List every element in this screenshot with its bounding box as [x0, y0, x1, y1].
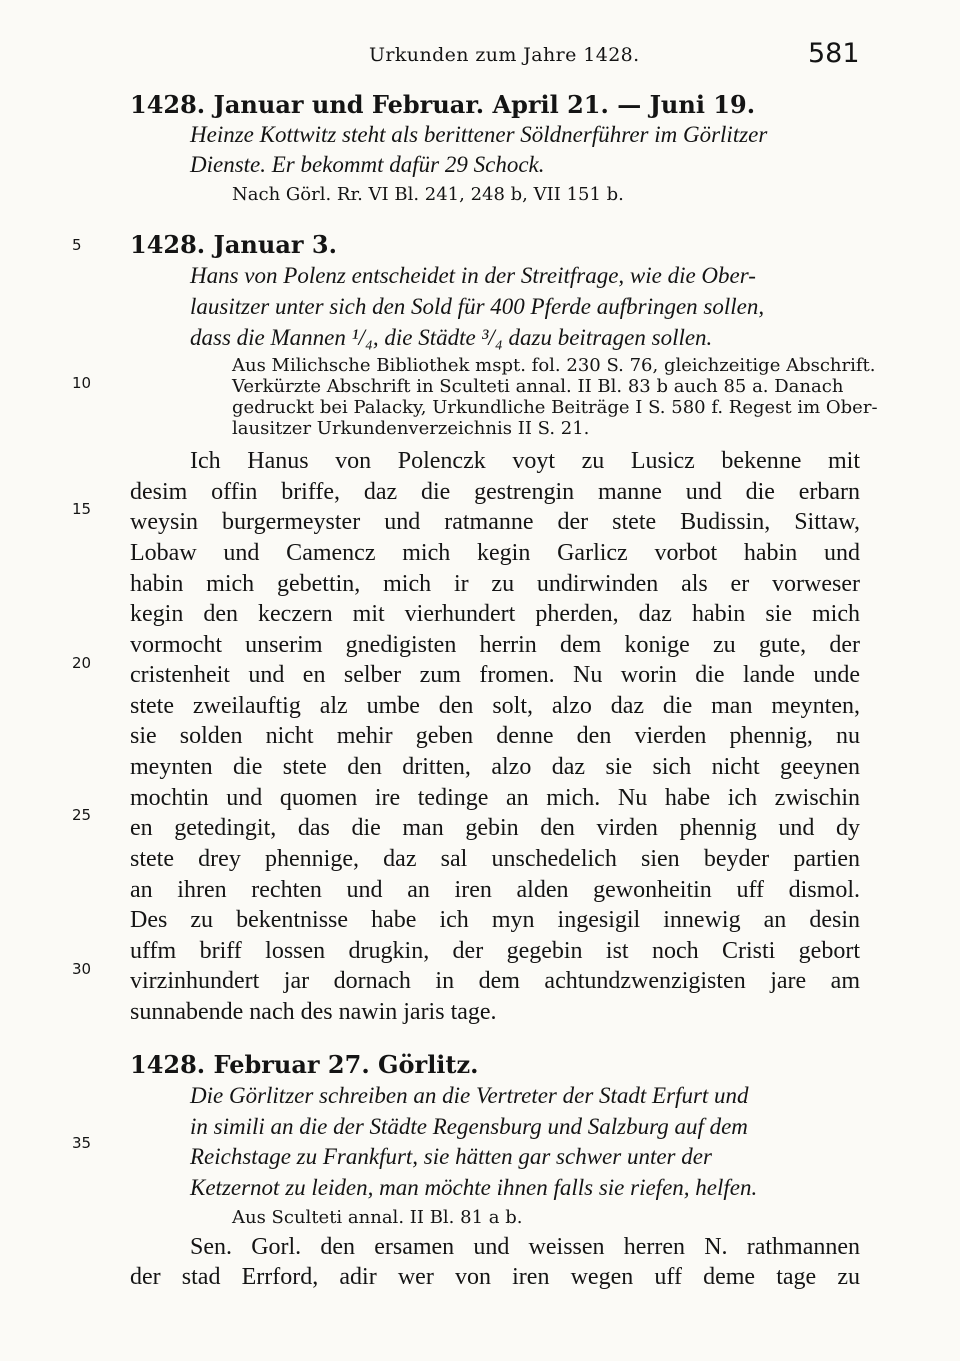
source-note: Verkürzte Abschrift in Sculteti annal. II Bl. 83 b auch 85 a. Danach [232, 376, 844, 397]
entry-heading: 1428. Januar 3. [130, 230, 337, 259]
line-number: 20 [72, 654, 92, 672]
regest-line: Dienste. Er bekommt dafür 29 Schock. [190, 152, 545, 177]
text-line: uffm briff lossen drugkin, der gegebin ist noch Cristi gebort [130, 938, 860, 964]
text-line: sie solden nicht mehir geben denne den vierden phennig, nu [130, 723, 860, 749]
source-note: Aus Milichsche Bibliothek mspt. fol. 230 S. 76, gleichzeitige Abschrift. [232, 355, 876, 376]
line-number: 30 [72, 960, 92, 978]
line-number: 15 [72, 500, 92, 518]
text-line: stete zweilauftig alz umbe den solt, alzo daz die man meynten, [130, 693, 860, 719]
text-line: Des zu bekentnisse habe ich myn ingesigil innewig an desin [130, 907, 860, 933]
text-line: Lobaw und Camencz mich kegin Garlicz vorbot habin und [130, 540, 860, 566]
source-note: gedruckt bei Palacky, Urkundliche Beiträge I S. 580 f. Regest im Ober- [232, 397, 878, 418]
entry-heading: 1428. Februar 27. Görlitz. [130, 1050, 479, 1079]
line-number: 5 [72, 236, 82, 254]
running-head [0, 38, 960, 74]
regest-line: Heinze Kottwitz steht als berittener Söldnerführer im Görlitzer [190, 122, 768, 147]
line-number: 35 [72, 1134, 92, 1152]
text-line: Sen. Gorl. den ersamen und weissen herren N. rathmannen [190, 1234, 860, 1260]
regest-line: in simili an die der Städte Regensburg und Salzburg auf dem [190, 1114, 748, 1139]
source-note: lausitzer Urkundenverzeichnis II S. 21. [232, 418, 590, 439]
source-note: Aus Sculteti annal. II Bl. 81 a b. [232, 1207, 523, 1228]
text-line: sunnabende nach des nawin jaris tage. [130, 999, 497, 1025]
text-line: Ich Hanus von Polenczk voyt zu Lusicz bekenne mit [190, 448, 860, 474]
text-line: habin mich gebettin, mich ir zu undirwinden als er vorweser [130, 571, 860, 597]
text-line: kegin den keczern mit vierhundert pherden, daz habin sie mich [130, 601, 860, 627]
line-number: 25 [72, 806, 92, 824]
regest-line: Reichstage zu Frankfurt, sie hätten gar schwer unter der [190, 1144, 712, 1169]
text-line: en getedingit, das die man gebin den virden phennig und dy [130, 815, 860, 841]
line-number: 10 [72, 374, 92, 392]
text-line: weysin burgermeyster und ratmanne der stete Budissin, Sittaw, [130, 509, 860, 535]
text-line: virzinhundert jar dornach in dem achtundzwenzigisten jare am [130, 968, 860, 994]
text-line: der stad Errford, adir wer von iren wegen uff deme tage zu [130, 1264, 860, 1290]
text-line: cristenheit und en selber zum fromen. Nu worin die lande unde [130, 662, 860, 688]
text-line: mochtin und quomen ire tedinge an mich. Nu habe ich zwischin [130, 785, 860, 811]
page-number: 581 [808, 38, 860, 69]
source-note: Nach Görl. Rr. VI Bl. 241, 248 b, VII 151 b. [232, 184, 624, 205]
regest-line: lausitzer unter sich den Sold für 400 Pferde aufbringen sollen, [190, 294, 765, 319]
text-line: stete drey phennige, daz sal unschedelich sien beyder partien [130, 846, 860, 872]
text-line: an ihren rechten und an iren alden gewonheitin uff dismol. [130, 877, 860, 903]
regest-line: Hans von Polenz entscheidet in der Streitfrage, wie die Ober- [190, 263, 756, 288]
text-line: meynten die stete den dritten, alzo daz sie sich nicht geeynen [130, 754, 860, 780]
regest-line: Ketzernot zu leiden, man möchte ihnen falls sie riefen, helfen. [190, 1175, 758, 1200]
text-line: desim offin briffe, daz die gestrengin manne und die erbarn [130, 479, 860, 505]
regest-line: Die Görlitzer schreiben an die Vertreter der Stadt Erfurt und [190, 1083, 749, 1108]
text-line: vormocht unserim gnedigisten herrin dem konige zu gute, der [130, 632, 860, 658]
regest-line: dass die Mannen ¹/₄, die Städte ³/₄ dazu beitragen sollen. [190, 325, 713, 350]
entry-heading: 1428. Januar und Februar. April 21. — Juni 19. [130, 90, 756, 119]
running-head-title: Urkunden zum Jahre 1428. [369, 44, 640, 66]
